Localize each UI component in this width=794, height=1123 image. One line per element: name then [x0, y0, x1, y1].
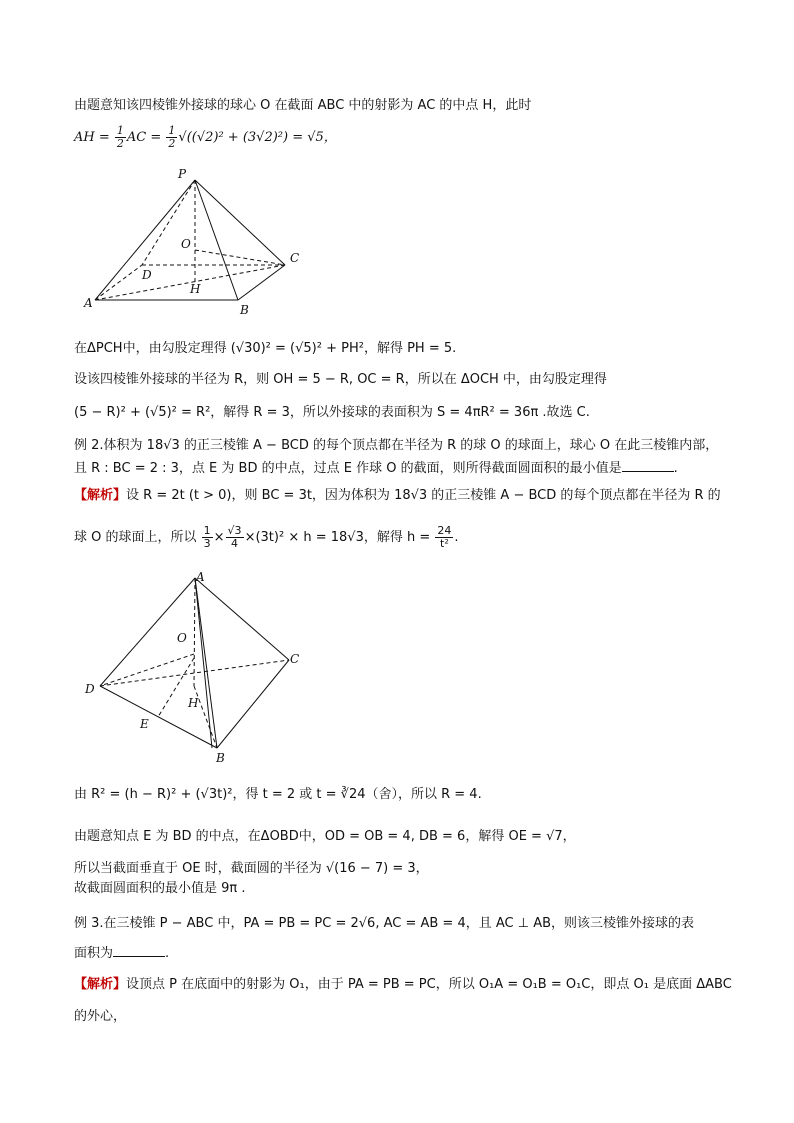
analysis-text: 设顶点 P 在底面中的射影为 O₁，由于 PA = PB = PC，所以 O₁A = O₁B = O₁C，即点 O₁ 是底面 ΔABC	[126, 977, 732, 992]
fraction-sqrt3-4	[226, 525, 244, 550]
edge-ad	[95, 265, 142, 300]
text-line-3: 在ΔPCH中，由勾股定理得 (√30)² = (√5)² + PH²，解得 PH = 5.	[74, 341, 457, 356]
pyramid-figure-1	[80, 162, 310, 314]
fraction-half-2	[166, 125, 177, 150]
edge-pd	[142, 180, 195, 265]
label-c: C	[290, 652, 300, 666]
text-line-11: 由题意知点 E 为 BD 的中点，在ΔOBD中，OD = OB = 4, DB = 6，解得 OE = √7，	[74, 829, 576, 844]
label-o: O	[177, 631, 187, 645]
text-line-7: 且 R : BC = 2 : 3，点 E 为 BD 的中点，过点 E 作球 O 的截面，则所得截面圆面积的最小值是 .	[74, 461, 678, 476]
fraction-denominator: 3	[203, 537, 211, 550]
text-line-15: 面积为 .	[74, 946, 170, 961]
edge-pc	[195, 180, 285, 265]
fraction-half	[115, 125, 126, 150]
height-ah	[194, 578, 195, 686]
label-c: C	[290, 251, 300, 265]
text-part: (3t)² × h = 18√3，解得 h =	[255, 530, 431, 545]
label-h: H	[190, 282, 201, 296]
question-text: 且 R : BC = 2 : 3，点 E 为 BD 的中点，过点 E 作球 O 的截面，则所得截面圆面积的最小值是	[74, 461, 622, 476]
label-b: B	[216, 751, 225, 765]
label-a: A	[196, 570, 205, 584]
text-line-10: 由 R² = (h − R)² + (√3t)²，得 t = 2 或 t = ∛24（舍），所以 R = 4.	[74, 787, 482, 802]
answer-blank	[113, 944, 165, 957]
ah-expression: AH =	[74, 130, 110, 145]
fraction-denominator: t²	[440, 537, 449, 550]
question-text: 面积为	[74, 946, 114, 961]
sqrt-expression: √((√2)² + (3√2)²) = √5，	[178, 130, 337, 145]
text-line-4: 设该四棱锥外接球的半径为 R，则 OH = 5 − R, OC = R，所以在 ΔOCH 中，由勾股定理得	[74, 372, 607, 387]
edge-ab-bold	[195, 578, 212, 748]
fraction-numerator: 1	[168, 124, 176, 137]
fraction-numerator: 1	[203, 524, 211, 537]
text-line-17: 的外心，	[74, 1009, 127, 1024]
text-line-2	[74, 125, 734, 150]
label-p: P	[178, 167, 187, 181]
ac-expression: AC =	[126, 130, 162, 145]
label-o: O	[181, 237, 191, 251]
fraction-numerator: √3	[227, 524, 242, 537]
edge-ab	[195, 578, 217, 748]
pyramid-figure-2	[82, 566, 312, 766]
fraction-h	[435, 525, 453, 550]
text-line-16	[74, 976, 734, 994]
label-b: B	[240, 303, 249, 314]
text-part: 球 O 的球面上，所以	[74, 530, 197, 545]
edge-pb	[195, 180, 238, 300]
text-line-12: 所以当截面垂直于 OE 时，截面圆的半径为 √(16 − 7) = 3，	[74, 861, 429, 876]
fraction-denominator: 2	[168, 137, 176, 150]
edge-pa	[95, 180, 195, 300]
answer-blank	[622, 459, 674, 472]
edge-bc	[238, 265, 285, 300]
text-line-13: 故截面圆面积的最小值是 9π .	[74, 881, 246, 896]
fraction-denominator: 4	[231, 537, 239, 550]
analysis-tag: 【解析】	[74, 488, 127, 503]
label-h: H	[188, 696, 199, 710]
label-d: D	[85, 682, 95, 696]
analysis-text: 设 R = 2t (t > 0)，则 BC = 3t，因为体积为 18√3 的正三棱锥 A − BCD 的每个顶点都在半径为 R 的	[126, 488, 721, 503]
label-a: A	[84, 296, 93, 310]
analysis-tag: 【解析】	[74, 977, 127, 992]
text-line-5: (5 − R)² + (√5)² = R²，解得 R = 3，所以外接球的表面积为 S = 4πR² = 36π .故选 C.	[74, 405, 590, 420]
edge-bc	[217, 660, 289, 748]
fraction-denominator: 2	[116, 137, 124, 150]
text-line-6: 例 2.体积为 18√3 的正三棱锥 A − BCD 的每个顶点都在半径为 R 的球 O 的球面上，球心 O 在此三棱锥内部，	[74, 438, 719, 453]
label-e: E	[140, 717, 149, 731]
text-line-9: 球 O 的球面上，所以 $\frac{1}{3}$ × $\frac{√3}{4}$ ×(3t)² × h = 18√3，解得 h = $\frac{24}{\text{t²}}$ .	[74, 524, 459, 550]
label-d: D	[142, 268, 152, 282]
text-line-1: 由题意知该四棱锥外接球的球心 O 在截面 ABC 中的射影为 AC 的中点 H，此时	[74, 98, 532, 113]
edge-db	[100, 686, 217, 748]
text-line-8	[74, 487, 734, 505]
text-line-14: 例 3.在三棱锥 P − ABC 中，PA = PB = PC = 2√6, AC = AB = 4，且 AC ⊥ AB，则该三棱锥外接球的表	[74, 916, 695, 931]
fraction-third	[202, 525, 213, 550]
fraction-numerator: 24	[437, 524, 452, 537]
fraction-numerator: 1	[116, 124, 124, 137]
edge-ac	[195, 578, 289, 660]
